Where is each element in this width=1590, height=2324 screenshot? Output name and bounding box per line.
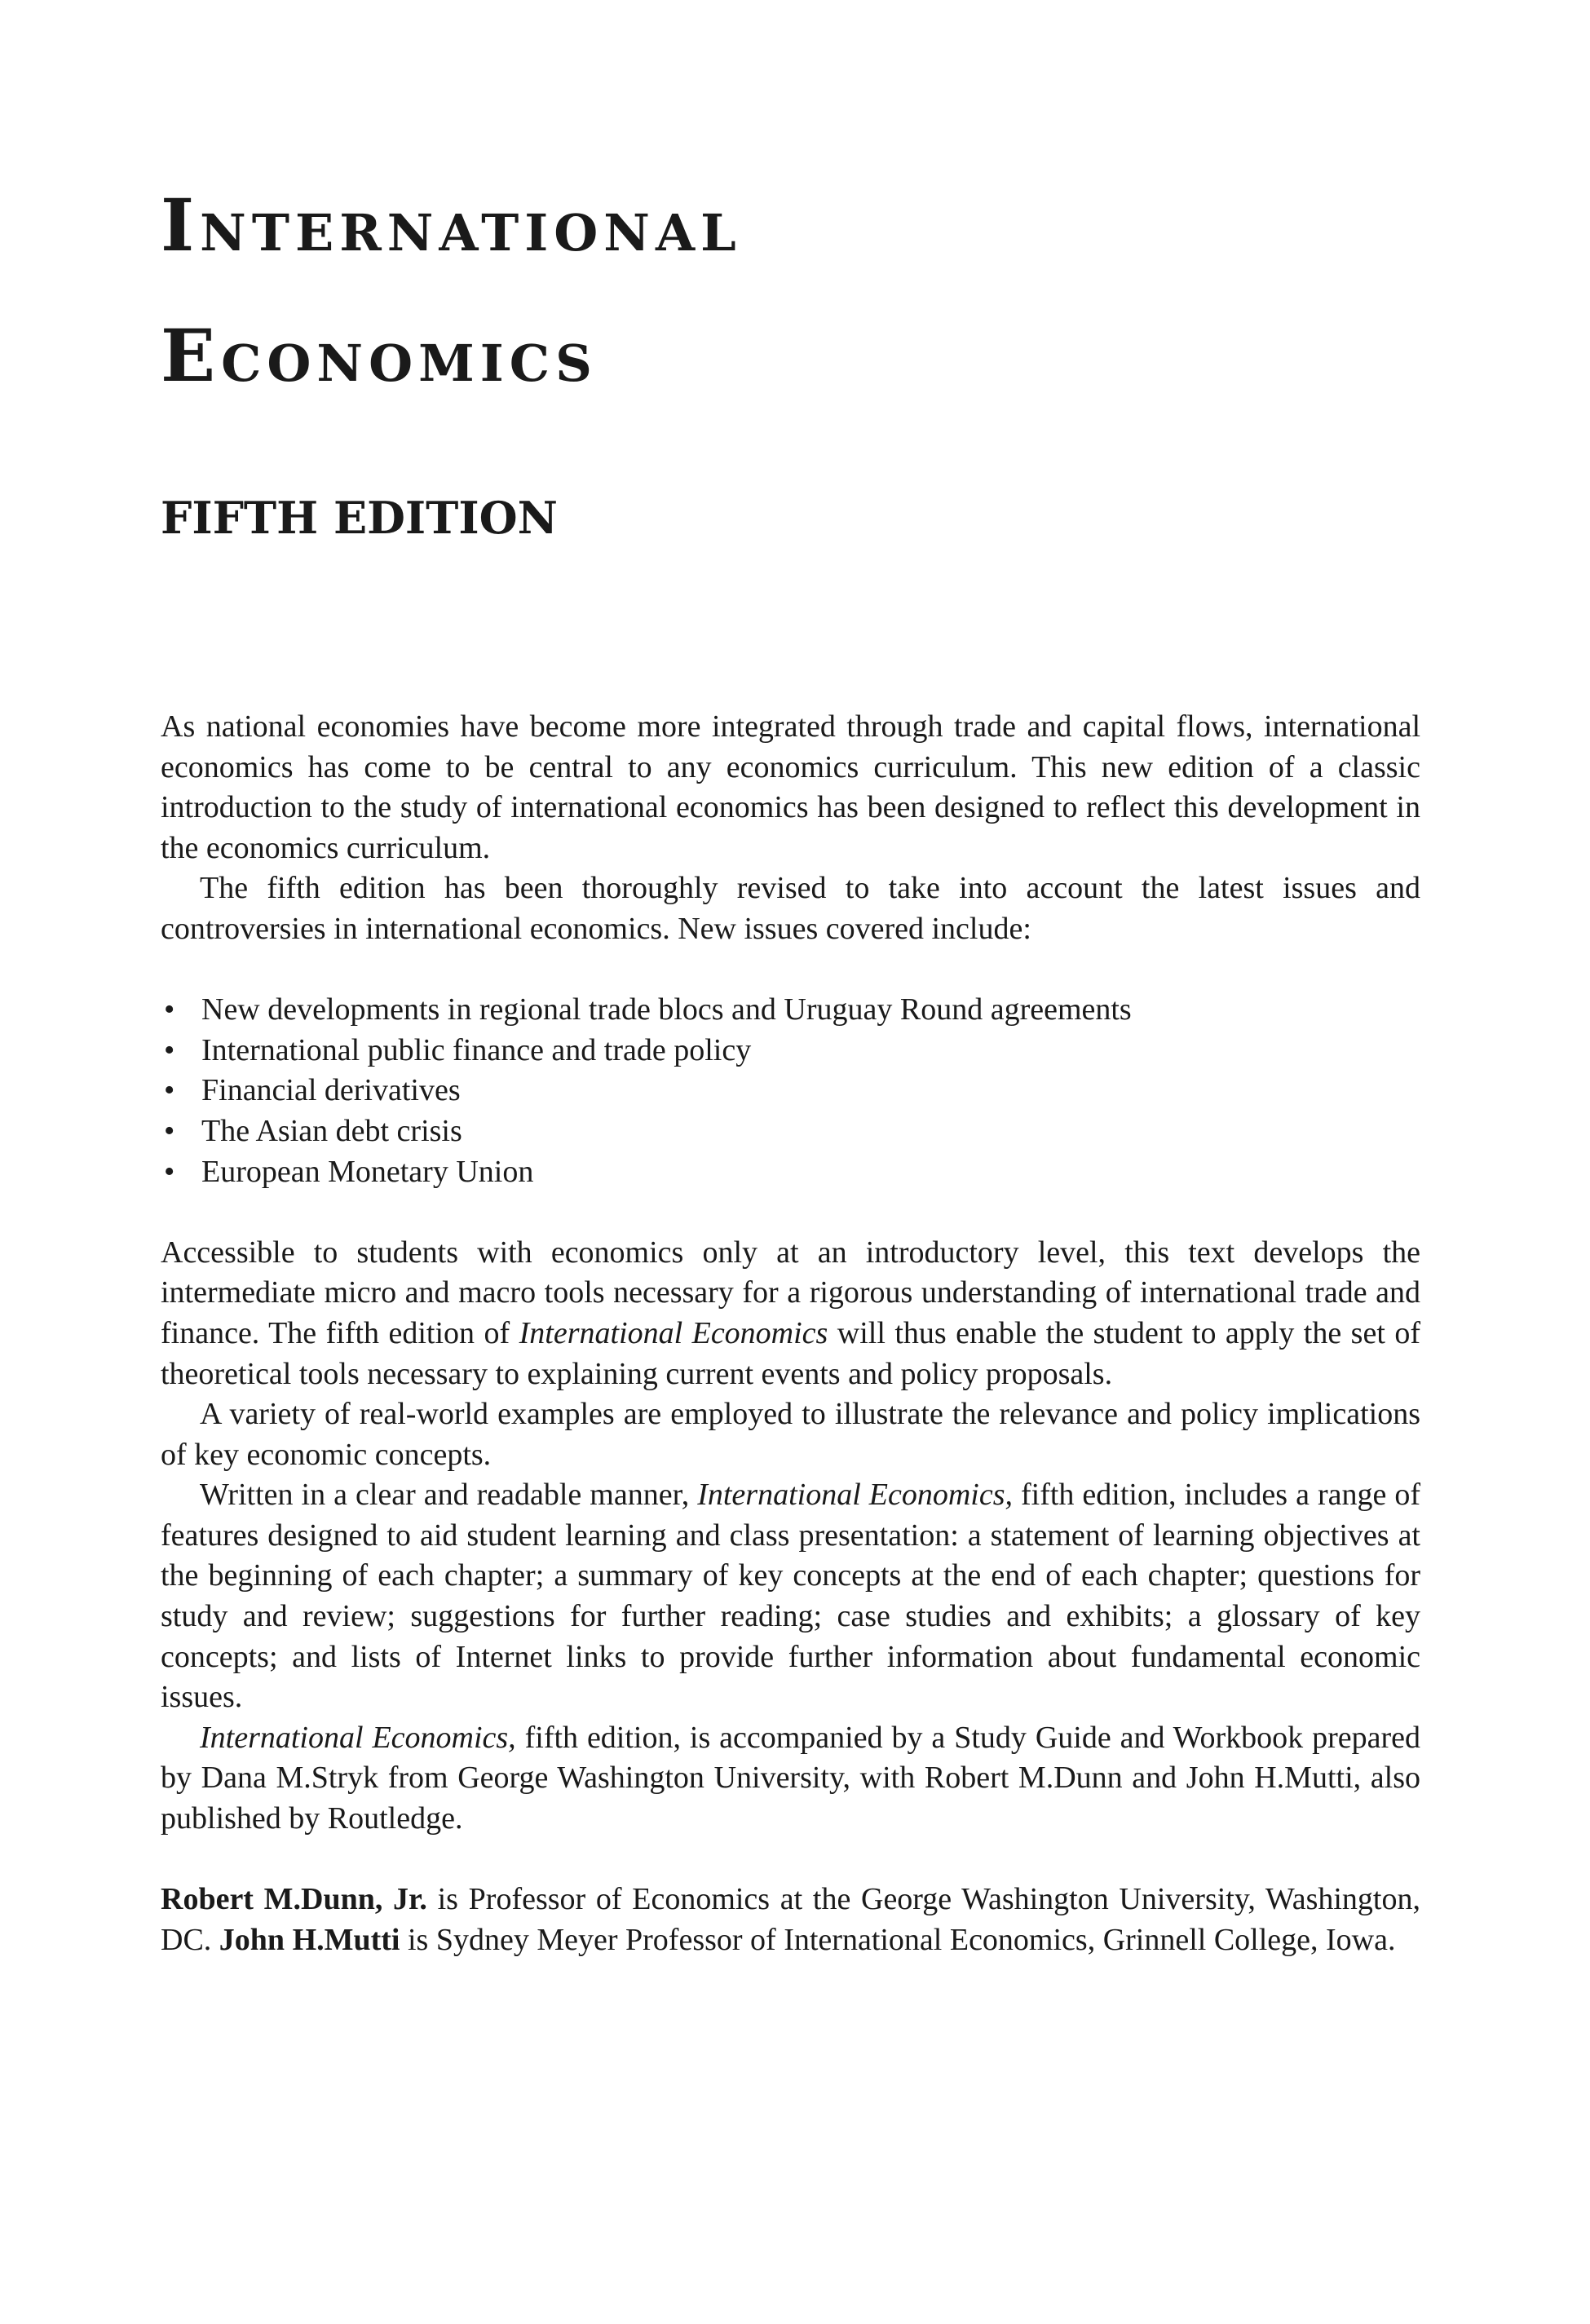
new-issues-list — [161, 990, 1420, 1192]
book-title-italic: International Economics, — [200, 1720, 516, 1755]
book-title-italic: International Economics — [519, 1315, 828, 1350]
spacer — [161, 1192, 1420, 1233]
bullet-icon: • — [164, 1032, 175, 1067]
description-paragraph-2: A variety of real-world examples are employed to illustrate the relevance and policy implications of key economic concepts. — [161, 1397, 1420, 1472]
book-title-line-1: International — [161, 183, 742, 267]
book-title — [161, 160, 742, 421]
list-item-text: European Monetary Union — [201, 1154, 534, 1189]
description-paragraph-4: International Economics, fifth edition, is accompanied by a Study Guide and Workbook prepared by Dana M.Stryk from George Washington University, with Robert M.Dunn and John H.Mutti, also published by Routledge. — [161, 1720, 1420, 1836]
spacer — [161, 950, 1420, 991]
list-item-text: Financial derivatives — [201, 1073, 461, 1108]
intro-paragraph-1: As national economies have become more integrated through trade and capital flows, international economics has come to be central to any economics curriculum. This new edition of a classic introduction to the study of international economics has been designed to reflect this development in the economics curriculum. — [161, 709, 1420, 865]
book-blurb-page — [161, 0, 1420, 2324]
blurb-body — [161, 707, 1420, 1960]
author-bios: Robert M.Dunn, Jr. is Professor of Economics at the George Washington University, Washington, DC. John H.Mutti is Sydney Meyer Professor of International Economics, Grinnell College, Iowa. — [161, 1882, 1420, 1957]
bullet-icon: • — [164, 1073, 175, 1108]
book-title-italic: International Economics, — [697, 1478, 1013, 1513]
description-paragraph-3: Written in a clear and readable manner, International Economics, fifth edition, includes a range of features designed to aid student learning and class presentation: a statement of learning objectives at the beginning of each chapter; a summary of key concepts at the end of each chapter; questions for study and review; suggestions for further reading; case studies and exhibits; a glossary of key concepts; and lists of Internet links to provide further information about fundamental economic issues. — [161, 1478, 1420, 1715]
description-paragraph-1: Accessible to students with economics only at an introductory level, this text develops the intermediate micro and macro tools necessary for a rigorous understanding of international trade and finance. The fifth edition of International Economics will thus enable the student to apply the set of theoretical tools necessary to explaining current events and policy proposals. — [161, 1235, 1420, 1391]
bullet-icon: • — [164, 1113, 175, 1148]
list-item — [161, 1152, 1420, 1193]
list-item — [161, 1071, 1420, 1111]
list-item — [161, 990, 1420, 1031]
list-item — [161, 1111, 1420, 1152]
spacer — [161, 1840, 1420, 1880]
list-item-text: New developments in regional trade blocs and Uruguay Round agreements — [201, 992, 1132, 1027]
list-item-text: The Asian debt crisis — [201, 1113, 462, 1148]
bullet-icon: • — [164, 992, 175, 1027]
author-name-dunn: Robert M.Dunn, Jr. — [161, 1882, 427, 1917]
edition-heading: FIFTH EDITION — [161, 492, 559, 544]
author-name-mutti: John H.Mutti — [219, 1922, 400, 1957]
list-item-text: International public finance and trade policy — [201, 1032, 752, 1067]
intro-paragraph-2: The fifth edition has been thoroughly revised to take into account the latest issues and controversies in international economics. New issues covered include: — [161, 871, 1420, 946]
book-title-line-2: Economics — [161, 313, 598, 398]
list-item — [161, 1031, 1420, 1071]
bullet-icon: • — [164, 1154, 175, 1189]
